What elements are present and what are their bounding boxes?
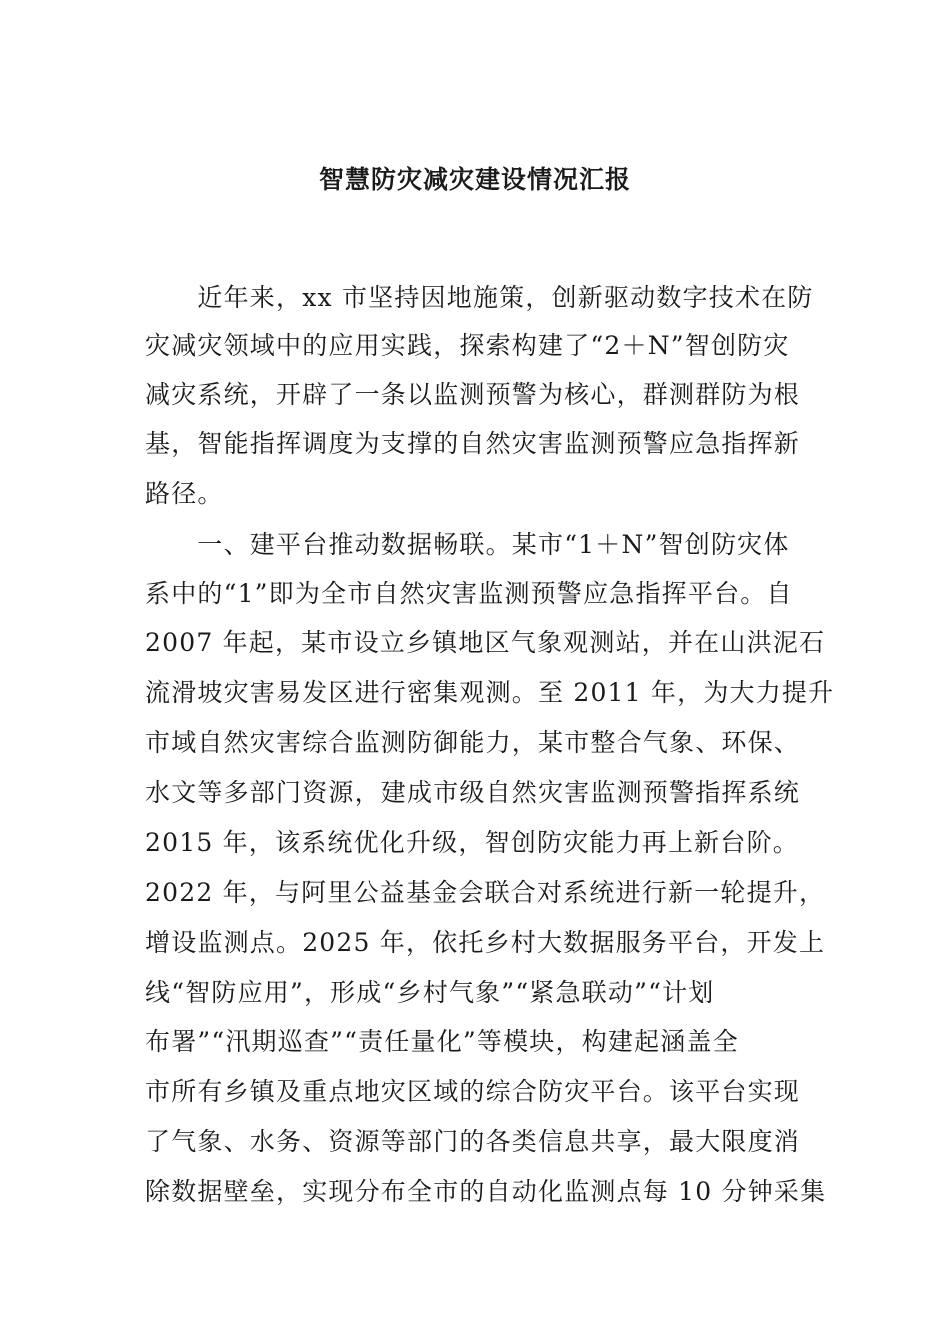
body-line: 路径。	[145, 479, 224, 508]
body-line: 系中的“1”即为全市自然灾害监测预警应急指挥平台。自	[145, 579, 793, 608]
body-line: 灾减灾领域中的应用实践，探索构建了“2＋N”智创防灾	[145, 331, 790, 360]
body-line: 2015 年，该系统优化升级，智创防灾能力再上新台阶。	[145, 828, 799, 857]
body-line: 除数据壁垒，实现分布全市的自动化监测点每 10 分钟采集	[145, 1177, 827, 1206]
body-line: 基，智能指挥调度为支撑的自然灾害监测预警应急指挥新	[145, 429, 801, 458]
body-line: 了气象、水务、资源等部门的各类信息共享，最大限度消	[145, 1127, 801, 1156]
body-line: 布署”“汛期巡查”“责任量化”等模块，构建起涵盖全	[145, 1027, 739, 1056]
body-line: 一、建平台推动数据畅联。某市“1＋N”智创防灾体	[145, 530, 790, 559]
body-line: 减灾系统，开辟了一条以监测预警为核心，群测群防为根	[145, 380, 801, 409]
body-line: 2007 年起，某市设立乡镇地区气象观测站，并在山洪泥石	[145, 628, 826, 657]
body-line: 市所有乡镇及重点地灾区域的综合防灾平台。该平台实现	[145, 1077, 801, 1106]
body-line: 线“智防应用”，形成“乡村气象”“紧急联动”“计划	[145, 978, 715, 1007]
body-line: 市域自然灾害综合监测防御能力，某市整合气象、环保、	[145, 728, 801, 757]
body-line: 流滑坡灾害易发区进行密集观测。至 2011 年，为大力提升	[145, 678, 835, 707]
body-line: 2022 年，与阿里公益基金会联合对系统进行新一轮提升，	[145, 878, 826, 907]
body-line: 水文等多部门资源，建成市级自然灾害监测预警指挥系统	[145, 778, 801, 807]
body-line: 增设监测点。2025 年，依托乡村大数据服务平台，开发上	[145, 928, 826, 957]
document-title: 智慧防灾减灾建设情况汇报	[318, 165, 631, 194]
body-line: 近年来，xx 市坚持因地施策，创新驱动数字技术在防	[145, 283, 814, 312]
